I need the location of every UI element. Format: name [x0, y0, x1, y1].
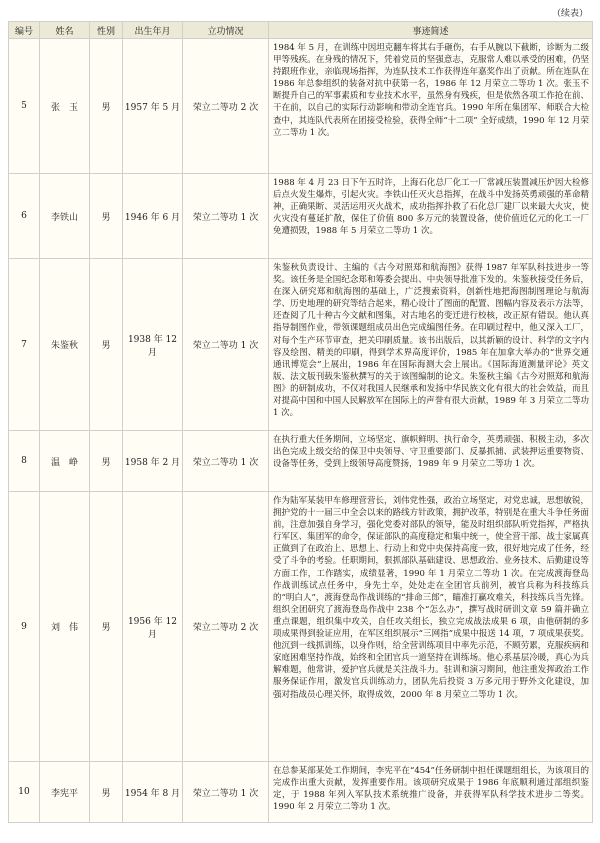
cell-name: 李铁山	[40, 174, 90, 259]
cell-description: 在执行重大任务期间，立场坚定、旗帜鲜明、执行命令，英勇顽强、积极主动，多次出色完成上级交给的保卫中央领导、守卫重要部门、反暴抓捕、武装押运重要物资、设备等任务，受到上级领导高度赞扬，1989 年 9 月荣立二等功 1 次。	[269, 431, 593, 492]
table-row	[9, 492, 593, 762]
table-row	[9, 431, 593, 492]
header-number: 编号	[9, 22, 40, 39]
cell-description: 作为陆军某装甲车修理营营长，刘伟党性强，政治立场坚定，对党忠诚，思想敏锐，拥护党的十一届三中全会以来的路线方针政策，拥护改革，特别是在重大斗争任务面前，注意加强自身学习，强化党委对部队的领导，能及时组织部队听党指挥，严格执行军区、集团军的命令，保证部队的高度稳定和集中统一，使全营干部、战士家属真正做到了在政治上、思想上、行动上和党中央保持高度一致，很好地完成了任务，经受了斗争的考验。任职期间，狠抓部队基础建设、思想政治、业务技术、后勤建设等方面工作，工作踏实，成绩显著，1990 年 1 月荣立二等功 1 次。在完成渡海登岛作战训练试点任务中，身先士卒，处处走在全团官兵前列，被官兵称为科技练兵的“明白人”，渡海登岛作战训练的“排命三郎”，瞄准打赢攻难关，科技练兵当先锋。组织全团研究了渡海登岛作战中 238 个“怎么办”，撰写战时研训文章 59 篇并确立重点课题，组织集中攻关，自任攻关组长，独立完成战法成果 6 项，由他研制的多项成果得到验证应用，在军区组织展示“三网指”成果中报送 14 项，7 项成果获奖。他沉到一线抓训练，以身作则，给全营训练项目中率先示范，不顾劳累，克服疾病和家庭困难坚持作战，始终和全团官兵一道坚持在训练场。他心系基层冷暖，真心为兵解难题，他常讲，爱护官兵就是关注战斗力。驻训和演习期间，他注重发挥政治工作服务保证作用，激发官兵训练动力，团队先后投资 3 万多元用于野外文化建设，加强对指战员心理关怀，取得成效，2000 年 8 月荣立二等功 1 次。	[269, 492, 593, 762]
cell-number: 5	[9, 39, 40, 174]
cell-number: 7	[9, 259, 40, 431]
cell-birth: 1946 年 6 月	[123, 174, 183, 259]
cell-number: 6	[9, 174, 40, 259]
header-birth: 出生年月	[123, 22, 183, 39]
cell-description: 在总参某部某处工作期间，李宪平在“454”任务研制中担任课题组组长，为该项目的完成作出重大贡献，发挥重要作用。该项研究成果于 1986 年底顺利通过部组织鉴定，于 1988 年列入军队技术系统推广设备，并获得军队科学技术进步二等奖。1990 年 2 月荣立二等功 1 次。	[269, 762, 593, 823]
cell-description: 朱鉴秋负责设计、主编的《古今对照郑和航海图》获得 1987 年军队科技进步一等奖。该任务是全国纪念郑和筹委会提出、中央领导批准下发的。朱鉴秋接受任务后，在深入研究郑和航海图的基础上，广泛搜索资料，创新性地把海图制图理论与航海学、历史地理的研究等结合起来，精心设计了图面的配置、图幅内容及表示方法等，还查阅了几十种古今文献和图集，对古地名的变迁进行校核，改正原有错误。他认真指导制图作业，带领课题组成员出色完成编图任务。在印刷过程中，他又深入工厂，对每个生产环节审查，把关印刷质量。该书出版后，以其新颖的设计、科学的文字内容及绘图、精美的印刷，得到学术界高度评价，1985 年在加拿大举办的“世界交通通讯博览会”上展出，1986 年在国际海测大会上展出。《国际海道测量评论》英文版、法文版刊载朱鉴秋撰写的关于该图编制的论文。朱鉴秋主编《古今对照郑和航海图》的研制成功，不仅对我国人民继承和发扬中华民族文化有很大的社会效益，而且对提高中国和中国人民解放军在国际上的声誉有很大贡献，1989 年 3 月荣立二等功 1 次。	[269, 259, 593, 431]
header-name: 姓名	[40, 22, 90, 39]
cell-name: 李宪平	[40, 762, 90, 823]
cell-merit: 荣立二等功 1 次	[183, 174, 269, 259]
cell-sex: 男	[90, 174, 123, 259]
table-row	[9, 259, 593, 431]
header-sex: 性别	[90, 22, 123, 39]
merit-record-table	[8, 21, 593, 823]
cell-description: 1984 年 5 月，在训练中因坦克翻车将其右手砸伤，右手从腕以下截断，诊断为二级甲等残疾。在身残的情况下，凭着党员的坚强意志，克服常人难以承受的困难，仍坚持跟班作业，亲临现场指挥，为连队技术工作获得连年嘉奖作出了贡献。所在连队在 1986 年总参组织的装备对抗中获第一名，1986 年 12 月荣立二等功 1 次。张玉不断提升自己的军事素质和专业技术水平，虽然身有残疾，但是依然各项工作抢在前、干在前，以自己的实际行动影响和带动全连官兵。1990 年所在集团军、师联合大检查中，其连队代表所在团接受检验，获得全师“十二项” 全好成绩，1990 年 12 月荣立二等功 1 次。	[269, 39, 593, 174]
cell-description: 1988 年 4 月 23 日下午五时许，上海石化总厂化工一厂常减压装置减压炉因大检修后点火发生爆炸，引起火灾。李铁山任灭火总指挥，在战斗中发扬英勇顽强的革命精神，正确果断、灵活运用灭火战术，成功指挥扑救了石化总厂建厂以来最大火灾，使火灾没有蔓延扩散，保住了价值 800 多万元的装置设备，使价值近亿元的化工一厂免遭损毁，1988 年 5 月荣立二等功 1 次。	[269, 174, 593, 259]
cell-name: 张 玉	[40, 39, 90, 174]
table-row	[9, 174, 593, 259]
cell-sex: 男	[90, 431, 123, 492]
cell-merit: 荣立二等功 2 次	[183, 39, 269, 174]
cell-birth: 1938 年 12 月	[123, 259, 183, 431]
cell-sex: 男	[90, 259, 123, 431]
cell-birth: 1956 年 12 月	[123, 492, 183, 762]
cell-sex: 男	[90, 762, 123, 823]
cell-birth: 1958 年 2 月	[123, 431, 183, 492]
table-header-row	[9, 22, 593, 39]
cell-number: 10	[9, 762, 40, 823]
cell-merit: 荣立二等功 2 次	[183, 492, 269, 762]
header-description: 事迹简述	[269, 22, 593, 39]
continued-label: （续表）	[551, 9, 588, 19]
cell-merit: 荣立二等功 1 次	[183, 259, 269, 431]
cell-sex: 男	[90, 492, 123, 762]
cell-sex: 男	[90, 39, 123, 174]
cell-number: 8	[9, 431, 40, 492]
cell-merit: 荣立二等功 1 次	[183, 762, 269, 823]
table-row	[9, 762, 593, 823]
cell-name: 刘 伟	[40, 492, 90, 762]
cell-number: 9	[9, 492, 40, 762]
cell-merit: 荣立二等功 1 次	[183, 431, 269, 492]
header-merit: 立功情况	[183, 22, 269, 39]
cell-name: 温 峥	[40, 431, 90, 492]
cell-name: 朱鉴秋	[40, 259, 90, 431]
table-row	[9, 39, 593, 174]
cell-birth: 1954 年 8 月	[123, 762, 183, 823]
cell-birth: 1957 年 5 月	[123, 39, 183, 174]
